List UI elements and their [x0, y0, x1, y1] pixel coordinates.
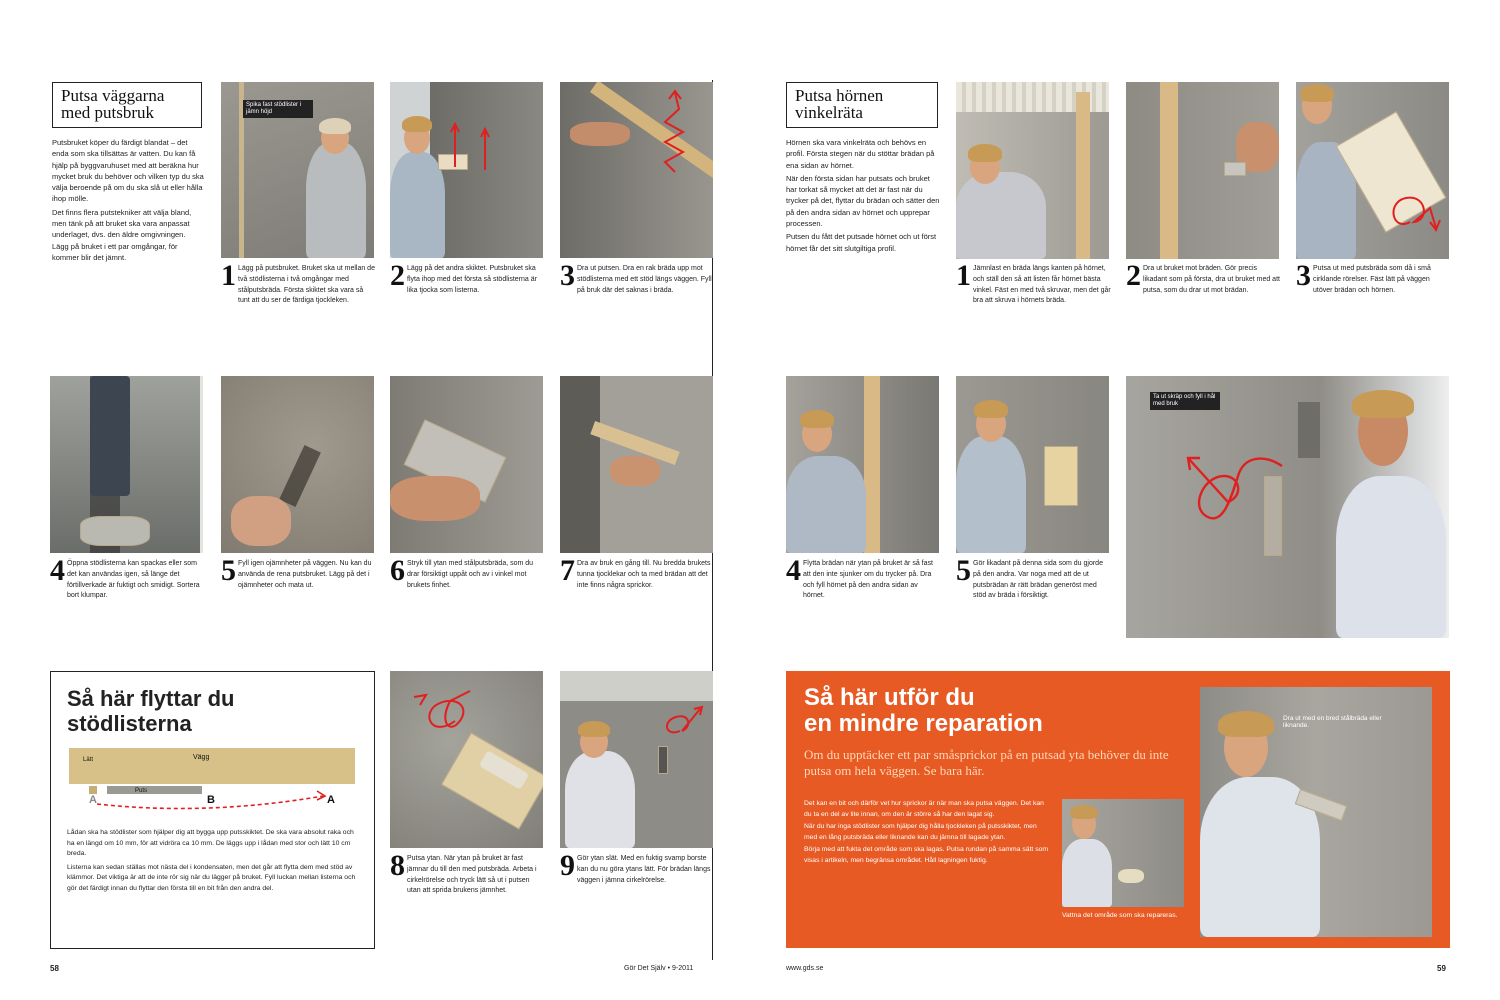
step-8-text: Putsa ytan. När ytan på bruket är fast jämnar du till den med putsbräda. Arbeta i cirkelrörelse och tryck lätt så ut i putsen utan att sprida brukens jämnhet. [407, 855, 537, 895]
corner-step-3 [1296, 259, 1450, 296]
step-4-text: Öppna stödlisterna kan spackas eller som det kan användas igen, så länge det förtillverkade är fuktigt och smidigt. Sortera bort klumpar. [67, 560, 200, 600]
repair-body-para-3: Börja med att fukta det område som ska lagas. Putsa rundan på samma sätt som visas i artikeln, men begränsa området. Håll lagningen fuktig. [804, 846, 1049, 864]
corner-step-2-text: Dra ut bruket mot bräden. Gör precis likadant som på första, dra ut bruket med att putsa, som du drar ut mot brädan. [1143, 265, 1280, 294]
left-page-number: 58 [50, 964, 59, 973]
step-4 [50, 554, 205, 602]
repair-large-photo-tag: Dra ut med en bred stålbräda eller liknande. [1283, 715, 1382, 729]
left-title-line-1: Putsa väggarna [61, 86, 165, 105]
repair-panel [786, 671, 1450, 948]
step-5-photo [221, 376, 374, 553]
step-4-photo [50, 376, 203, 553]
step-4-number: 4 [50, 554, 65, 587]
sidebar-box-move-strips [50, 671, 375, 949]
right-site-url: www.gds.se [786, 965, 824, 972]
step-7-number: 7 [560, 554, 575, 587]
right-title-box [786, 82, 938, 128]
corner-step-2 [1126, 259, 1281, 296]
step-9-number: 9 [560, 849, 575, 882]
step-2-photo [390, 82, 543, 258]
left-magazine-name: Gör Det Själv • 9-2011 [624, 965, 694, 972]
corner-step-5 [956, 554, 1111, 602]
diagram-label-wall: Vägg [193, 754, 210, 761]
repair-small-photo [1062, 799, 1184, 907]
step-9-circle-arrow-icon [660, 701, 710, 741]
right-page-number: 59 [1437, 964, 1446, 973]
sidebar-heading [67, 686, 234, 736]
repair-body-para-2: När du har inga stödlister som hjälper dig hålla tjockleken på putsskiktet, men med en lång putsbräda eller liknande kan du jämna till lagade ytan. [804, 823, 1037, 841]
repair-subtitle: Om du upptäcker ett par småsprickor på en putsad yta behöver du inte putsa om hela väggen. Se bara här. [804, 747, 1169, 778]
right-intro-para-2: När den första sidan har putsats och bruket har torkat så mycket att det är fast när du trycker på det, flyttar du brädan och sätter den på den andra sidan av hörnet och upprepar processen. [786, 173, 940, 229]
step-3-zigzag-icon [655, 87, 695, 177]
corner-step-4-number: 4 [786, 554, 801, 587]
step-6 [390, 554, 545, 591]
left-intro-para-2: Det finns flera putstekniker att välja bland, men tänk på att bruket ska vara anpassat underlaget, dvs. den äldre omgivningen. Lägg på bruket i ett par omgångar, för kommer blir det jämnt. [52, 207, 192, 262]
sidebar-body [67, 828, 363, 895]
left-title-line-2: med putsbruk [61, 103, 155, 122]
step-3 [560, 259, 712, 296]
corner-step-4-text: Flytta brädan när ytan på bruket är så fast att den inte sjunker om du trycker på. Dra och fyll hörnet på den andra sidan av hörnet. [803, 560, 933, 600]
corner-step-1-text: Jämnlast en bräda längs kanten på hörnet, och ställ den så att listen får hörnet bästa vinkel. Fäst en med två skruvar, men det går bra att skruva i hörnets bräda. [973, 265, 1111, 305]
repair-body-para-1: Det kan en bit och därför vet hur sprickor är när man ska putsa väggen. Det kan du ta en del av lite innan, om den är större så har den lagat sig. [804, 800, 1044, 818]
corner-step-5-number: 5 [956, 554, 971, 587]
step-1-text: Lägg på putsbruket. Bruket ska ut mellan de två stödlisterna i två omgångar med stålputsbräda. Första skiktet ska vara så tunt att du ser de färdiga tjockleken. [238, 265, 375, 305]
step-8-photo [390, 671, 543, 848]
step-3-number: 3 [560, 259, 575, 292]
step-1-photo [221, 82, 374, 258]
sidebar-heading-line-2: stödlisterna [67, 711, 192, 736]
diagram-label-a: A [89, 794, 97, 806]
diagram-label-board: Puts [135, 788, 148, 794]
step-7 [560, 554, 712, 591]
step-9-text: Gör ytan slät. Med en fuktig svamp borste kan du nu göra ytans lätt. För brädan längs väggen i jämna cirkelrörelse. [577, 855, 711, 884]
step-2-number: 2 [390, 259, 405, 292]
corner-large-photo [1126, 376, 1449, 638]
corner-step-4-photo [786, 376, 939, 553]
step-2-arrows-icon [445, 112, 505, 172]
step-2-text: Lägg på det andra skiktet. Putsbruket ska flyta ihop med det första så stödlisterna är lika tjocka som listerna. [407, 265, 537, 294]
step-1-photo-tag: Spika fast stödlister i jämn höjd [243, 100, 313, 118]
step-5 [221, 554, 376, 591]
left-intro [52, 137, 204, 265]
repair-small-photo-caption: Vattna det område som ska repareras. [1062, 912, 1178, 919]
step-2 [390, 259, 545, 296]
corner-step-1-number: 1 [956, 259, 971, 292]
right-title-line-1: Putsa hörnen [795, 86, 884, 105]
diagram-label-a2: A [327, 794, 335, 806]
corner-step-4 [786, 554, 941, 602]
right-intro-para-3: Putsen du fått det putsade hörnet och ut först hörnet får det sitt slutgiltiga profil. [786, 232, 937, 253]
corner-step-2-photo [1126, 82, 1279, 259]
step-6-photo [390, 376, 543, 553]
step-6-number: 6 [390, 554, 405, 587]
corner-step-3-text: Putsa ut med putsbräda som då i små cirklande rörelser. Fäst lätt på väggen utöver brädan och hörnen. [1313, 265, 1431, 294]
step-9-photo [560, 671, 713, 848]
right-title-line-2: vinkelräta [795, 103, 863, 122]
repair-body [804, 799, 1050, 867]
corner-step-3-photo [1296, 82, 1449, 259]
corner-step-1 [956, 259, 1111, 307]
left-title-box [52, 82, 202, 128]
corner-large-photo-tag: Ta ut skräp och fyll i hål med bruk [1150, 392, 1220, 410]
sidebar-body-para-2: Listerna kan sedan ställas mot nästa del i kondensaten, men det går att flytta dem med stöd av klämmor. Det viktiga är att de inte rör sig när du lägger på bruket. Fyll luckan mellan listerna och gör det färdigt innan du flyttar den första till en bit från den andra del. [67, 863, 356, 892]
corner-large-circle-arrow-icon [1184, 446, 1294, 536]
corner-step-5-text: Gör likadant på denna sida som du gjorde på den andra. Var noga med att de ut putsbrädan är rätt brädan generöst med stöd av bräda i försiktigt. [973, 560, 1103, 600]
step-9 [560, 849, 712, 886]
repair-heading [804, 685, 1043, 737]
step-6-text: Stryk till ytan med stålputsbräda, som du drar försiktigt uppåt och av i vinkel mot brukets finhet. [407, 560, 534, 589]
sidebar-body-para-1: Lådan ska ha stödlister som hjälper dig att bygga upp putsskiktet. De ska vara absolut raka och ha en längd om 10 mm, för att vidröra ca 10 mm. De läggs upp i lådan med stor och lätt 10 cm breda. [67, 829, 354, 858]
step-5-number: 5 [221, 554, 236, 587]
repair-heading-line-1: Så här utför du [804, 684, 975, 711]
step-8-circle-arrow-icon [410, 681, 500, 741]
step-5-text: Fyll igen ojämnheter på väggen. Nu kan du använda de rena putsbruket. Lägg på det i ojämnheter och mata ut. [238, 560, 372, 589]
corner-step-1-photo [956, 82, 1109, 259]
step-7-text: Dra av bruk en gång till. Nu bredda brukets tunna tjocklekar och ta med brädan att det inte finns några sprickor. [577, 560, 711, 589]
step-8 [390, 849, 545, 897]
sidebar-heading-line-1: Så här flyttar du [67, 686, 235, 711]
step-8-number: 8 [390, 849, 405, 882]
repair-heading-line-2: en mindre reparation [804, 710, 1043, 737]
right-intro [786, 137, 940, 256]
corner-step-5-photo [956, 376, 1109, 553]
corner-step-2-number: 2 [1126, 259, 1141, 292]
step-7-photo [560, 376, 713, 553]
repair-large-photo [1200, 687, 1432, 937]
left-intro-para-1: Putsbruket köper du färdigt blandat – det enda som ska tillsättas är vatten. Du kan få hjälp på byggvaruhuset med att beräkna hur mycket bruk du behöver och vilken typ du ska välja beroende på om du ska slå ut eller hålla ihop mölle. [52, 138, 204, 204]
step-1-number: 1 [221, 259, 236, 292]
right-intro-para-1: Hörnen ska vara vinkelräta och behövs en profil. Första stegen när du stöttar brädan på ena sidan av hörnet. [786, 138, 935, 170]
step-1 [221, 259, 376, 307]
diagram-label-strip: Lätt [83, 757, 94, 763]
corner-step-3-circle-arrow-icon [1386, 182, 1446, 242]
diagram-label-b: B [207, 794, 215, 806]
corner-step-3-number: 3 [1296, 259, 1311, 292]
step-3-photo [560, 82, 713, 258]
step-3-text: Dra ut putsen. Dra en rak bräda upp mot stödlisterna med ett stöd längs väggen. Fyll på bruk där det saknas i bräda. [577, 265, 712, 294]
